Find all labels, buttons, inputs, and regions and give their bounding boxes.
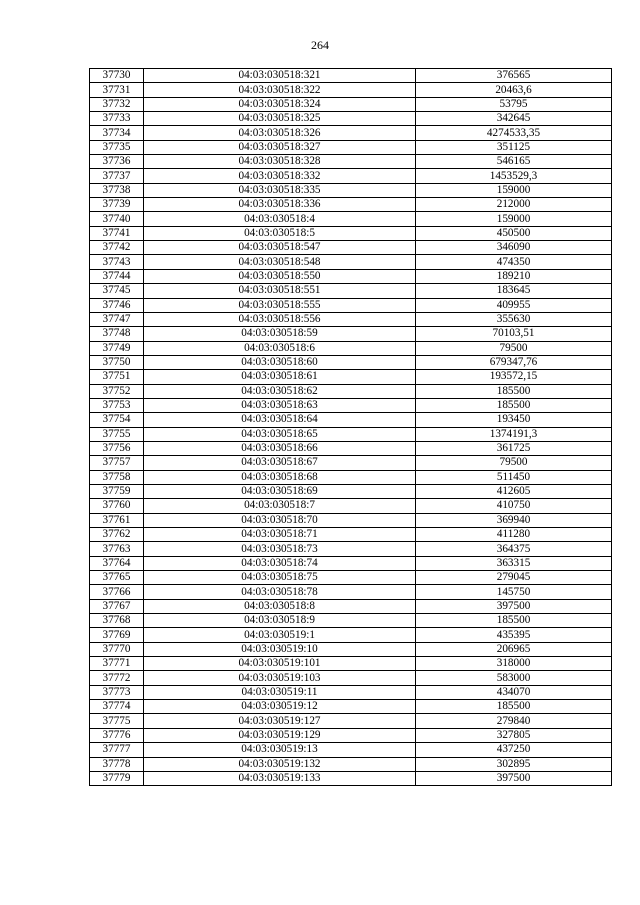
cadastral-number-cell: 04:03:030518:61	[144, 370, 416, 384]
row-number-cell: 37738	[90, 183, 144, 197]
table-row	[90, 499, 612, 513]
cadastral-number-cell: 04:03:030518:7	[144, 499, 416, 513]
value-cell: 145750	[416, 585, 612, 599]
cadastral-number-cell: 04:03:030519:1	[144, 628, 416, 642]
cadastral-number-cell: 04:03:030518:328	[144, 155, 416, 169]
cadastral-number-cell: 04:03:030519:11	[144, 685, 416, 699]
table-row	[90, 728, 612, 742]
row-number-cell: 37746	[90, 298, 144, 312]
cadastral-number-cell: 04:03:030518:78	[144, 585, 416, 599]
table-row	[90, 671, 612, 685]
value-cell: 53795	[416, 97, 612, 111]
table-row	[90, 398, 612, 412]
value-cell: 363315	[416, 556, 612, 570]
row-number-cell: 37762	[90, 528, 144, 542]
cadastral-number-cell: 04:03:030518:8	[144, 599, 416, 613]
row-number-cell: 37766	[90, 585, 144, 599]
row-number-cell: 37773	[90, 685, 144, 699]
table-row	[90, 657, 612, 671]
cadastral-number-cell: 04:03:030518:9	[144, 614, 416, 628]
row-number-cell: 37749	[90, 341, 144, 355]
value-cell: 474350	[416, 255, 612, 269]
cadastral-number-cell: 04:03:030518:547	[144, 241, 416, 255]
table-row	[90, 198, 612, 212]
value-cell: 397500	[416, 599, 612, 613]
row-number-cell: 37739	[90, 198, 144, 212]
row-number-cell: 37759	[90, 484, 144, 498]
table-row	[90, 69, 612, 83]
page-number: 264	[311, 38, 329, 52]
table-row	[90, 126, 612, 140]
value-cell: 450500	[416, 226, 612, 240]
cadastral-number-cell: 04:03:030518:325	[144, 112, 416, 126]
value-cell: 159000	[416, 183, 612, 197]
cadastral-number-cell: 04:03:030518:551	[144, 284, 416, 298]
row-number-cell: 37734	[90, 126, 144, 140]
row-number-cell: 37756	[90, 441, 144, 455]
row-number-cell: 37737	[90, 169, 144, 183]
cadastral-number-cell: 04:03:030518:324	[144, 97, 416, 111]
row-number-cell: 37755	[90, 427, 144, 441]
table-row	[90, 556, 612, 570]
table-row	[90, 155, 612, 169]
table-row	[90, 513, 612, 527]
table-row	[90, 183, 612, 197]
value-cell: 583000	[416, 671, 612, 685]
table-row	[90, 312, 612, 326]
row-number-cell: 37775	[90, 714, 144, 728]
row-number-cell: 37774	[90, 700, 144, 714]
row-number-cell: 37777	[90, 743, 144, 757]
value-cell: 342645	[416, 112, 612, 126]
value-cell: 206965	[416, 642, 612, 656]
cadastral-number-cell: 04:03:030519:129	[144, 728, 416, 742]
cadastral-number-cell: 04:03:030518:326	[144, 126, 416, 140]
table-row	[90, 456, 612, 470]
value-cell: 412605	[416, 484, 612, 498]
table-row	[90, 771, 612, 785]
cadastral-number-cell: 04:03:030518:75	[144, 571, 416, 585]
cadastral-number-cell: 04:03:030518:67	[144, 456, 416, 470]
value-cell: 4274533,35	[416, 126, 612, 140]
value-cell: 511450	[416, 470, 612, 484]
value-cell: 327805	[416, 728, 612, 742]
table-row	[90, 685, 612, 699]
cadastral-number-cell: 04:03:030519:101	[144, 657, 416, 671]
table-row	[90, 642, 612, 656]
cadastral-number-cell: 04:03:030519:13	[144, 743, 416, 757]
cadastral-number-cell: 04:03:030518:322	[144, 83, 416, 97]
value-cell: 361725	[416, 441, 612, 455]
cadastral-value-table	[89, 68, 612, 786]
value-cell: 397500	[416, 771, 612, 785]
cadastral-number-cell: 04:03:030519:103	[144, 671, 416, 685]
cadastral-number-cell: 04:03:030518:68	[144, 470, 416, 484]
cadastral-number-cell: 04:03:030518:71	[144, 528, 416, 542]
cadastral-number-cell: 04:03:030518:59	[144, 327, 416, 341]
cadastral-number-cell: 04:03:030518:60	[144, 355, 416, 369]
cadastral-number-cell: 04:03:030518:5	[144, 226, 416, 240]
value-cell: 185500	[416, 398, 612, 412]
table-row	[90, 269, 612, 283]
value-cell: 346090	[416, 241, 612, 255]
table-row	[90, 528, 612, 542]
row-number-cell: 37768	[90, 614, 144, 628]
row-number-cell: 37731	[90, 83, 144, 97]
row-number-cell: 37750	[90, 355, 144, 369]
value-cell: 435395	[416, 628, 612, 642]
table-row	[90, 743, 612, 757]
value-cell: 212000	[416, 198, 612, 212]
value-cell: 318000	[416, 657, 612, 671]
value-cell: 185500	[416, 614, 612, 628]
value-cell: 183645	[416, 284, 612, 298]
row-number-cell: 37760	[90, 499, 144, 513]
row-number-cell: 37735	[90, 140, 144, 154]
cadastral-number-cell: 04:03:030519:132	[144, 757, 416, 771]
value-cell: 409955	[416, 298, 612, 312]
table-row	[90, 441, 612, 455]
table-row	[90, 355, 612, 369]
value-cell: 351125	[416, 140, 612, 154]
value-cell: 159000	[416, 212, 612, 226]
cadastral-number-cell: 04:03:030518:321	[144, 69, 416, 83]
row-number-cell: 37767	[90, 599, 144, 613]
row-number-cell: 37779	[90, 771, 144, 785]
row-number-cell: 37741	[90, 226, 144, 240]
cadastral-number-cell: 04:03:030518:6	[144, 341, 416, 355]
value-cell: 437250	[416, 743, 612, 757]
value-cell: 410750	[416, 499, 612, 513]
value-cell: 189210	[416, 269, 612, 283]
table-row	[90, 427, 612, 441]
row-number-cell: 37754	[90, 413, 144, 427]
row-number-cell: 37747	[90, 312, 144, 326]
row-number-cell: 37736	[90, 155, 144, 169]
value-cell: 1374191,3	[416, 427, 612, 441]
row-number-cell: 37743	[90, 255, 144, 269]
value-cell: 279840	[416, 714, 612, 728]
row-number-cell: 37761	[90, 513, 144, 527]
table-row	[90, 226, 612, 240]
cadastral-number-cell: 04:03:030519:133	[144, 771, 416, 785]
row-number-cell: 37770	[90, 642, 144, 656]
cadastral-number-cell: 04:03:030518:64	[144, 413, 416, 427]
value-cell: 70103,51	[416, 327, 612, 341]
table-row	[90, 327, 612, 341]
value-cell: 355630	[416, 312, 612, 326]
row-number-cell: 37730	[90, 69, 144, 83]
value-cell: 434070	[416, 685, 612, 699]
table-row	[90, 341, 612, 355]
table-row	[90, 83, 612, 97]
value-cell: 185500	[416, 700, 612, 714]
row-number-cell: 37757	[90, 456, 144, 470]
row-number-cell: 37763	[90, 542, 144, 556]
value-cell: 679347,76	[416, 355, 612, 369]
table-row	[90, 169, 612, 183]
table-row	[90, 370, 612, 384]
table-row	[90, 628, 612, 642]
table-row	[90, 614, 612, 628]
value-cell: 279045	[416, 571, 612, 585]
value-cell: 364375	[416, 542, 612, 556]
table-row	[90, 470, 612, 484]
value-cell: 546165	[416, 155, 612, 169]
cadastral-number-cell: 04:03:030518:4	[144, 212, 416, 226]
table-row	[90, 714, 612, 728]
value-cell: 193450	[416, 413, 612, 427]
value-cell: 369940	[416, 513, 612, 527]
cadastral-number-cell: 04:03:030518:336	[144, 198, 416, 212]
cadastral-number-cell: 04:03:030518:70	[144, 513, 416, 527]
row-number-cell: 37732	[90, 97, 144, 111]
row-number-cell: 37758	[90, 470, 144, 484]
table-row	[90, 384, 612, 398]
cadastral-number-cell: 04:03:030518:69	[144, 484, 416, 498]
table-body	[90, 69, 612, 786]
row-number-cell: 37740	[90, 212, 144, 226]
cadastral-number-cell: 04:03:030518:555	[144, 298, 416, 312]
cadastral-number-cell: 04:03:030518:556	[144, 312, 416, 326]
row-number-cell: 37733	[90, 112, 144, 126]
table-row	[90, 484, 612, 498]
table-row	[90, 599, 612, 613]
table-row	[90, 571, 612, 585]
cadastral-number-cell: 04:03:030519:127	[144, 714, 416, 728]
value-cell: 79500	[416, 456, 612, 470]
row-number-cell: 37751	[90, 370, 144, 384]
cadastral-number-cell: 04:03:030518:327	[144, 140, 416, 154]
row-number-cell: 37769	[90, 628, 144, 642]
cadastral-number-cell: 04:03:030518:63	[144, 398, 416, 412]
cadastral-number-cell: 04:03:030518:66	[144, 441, 416, 455]
table-row	[90, 542, 612, 556]
value-cell: 411280	[416, 528, 612, 542]
cadastral-number-cell: 04:03:030519:12	[144, 700, 416, 714]
value-cell: 376565	[416, 69, 612, 83]
table-row	[90, 700, 612, 714]
table-row	[90, 212, 612, 226]
value-cell: 193572,15	[416, 370, 612, 384]
row-number-cell: 37776	[90, 728, 144, 742]
row-number-cell: 37752	[90, 384, 144, 398]
cadastral-number-cell: 04:03:030518:548	[144, 255, 416, 269]
cadastral-number-cell: 04:03:030518:62	[144, 384, 416, 398]
cadastral-number-cell: 04:03:030518:65	[144, 427, 416, 441]
cadastral-number-cell: 04:03:030518:73	[144, 542, 416, 556]
row-number-cell: 37745	[90, 284, 144, 298]
value-cell: 20463,6	[416, 83, 612, 97]
row-number-cell: 37742	[90, 241, 144, 255]
table-row	[90, 284, 612, 298]
table-row	[90, 585, 612, 599]
table-row	[90, 255, 612, 269]
table-row	[90, 97, 612, 111]
value-cell: 302895	[416, 757, 612, 771]
table-row	[90, 298, 612, 312]
row-number-cell: 37753	[90, 398, 144, 412]
table-row	[90, 757, 612, 771]
cadastral-number-cell: 04:03:030518:74	[144, 556, 416, 570]
row-number-cell: 37778	[90, 757, 144, 771]
table-row	[90, 112, 612, 126]
value-cell: 185500	[416, 384, 612, 398]
table-row	[90, 140, 612, 154]
row-number-cell: 37765	[90, 571, 144, 585]
table-row	[90, 413, 612, 427]
row-number-cell: 37771	[90, 657, 144, 671]
table-row	[90, 241, 612, 255]
cadastral-number-cell: 04:03:030518:335	[144, 183, 416, 197]
cadastral-number-cell: 04:03:030519:10	[144, 642, 416, 656]
row-number-cell: 37744	[90, 269, 144, 283]
cadastral-number-cell: 04:03:030518:332	[144, 169, 416, 183]
value-cell: 79500	[416, 341, 612, 355]
row-number-cell: 37772	[90, 671, 144, 685]
row-number-cell: 37764	[90, 556, 144, 570]
cadastral-number-cell: 04:03:030518:550	[144, 269, 416, 283]
value-cell: 1453529,3	[416, 169, 612, 183]
row-number-cell: 37748	[90, 327, 144, 341]
